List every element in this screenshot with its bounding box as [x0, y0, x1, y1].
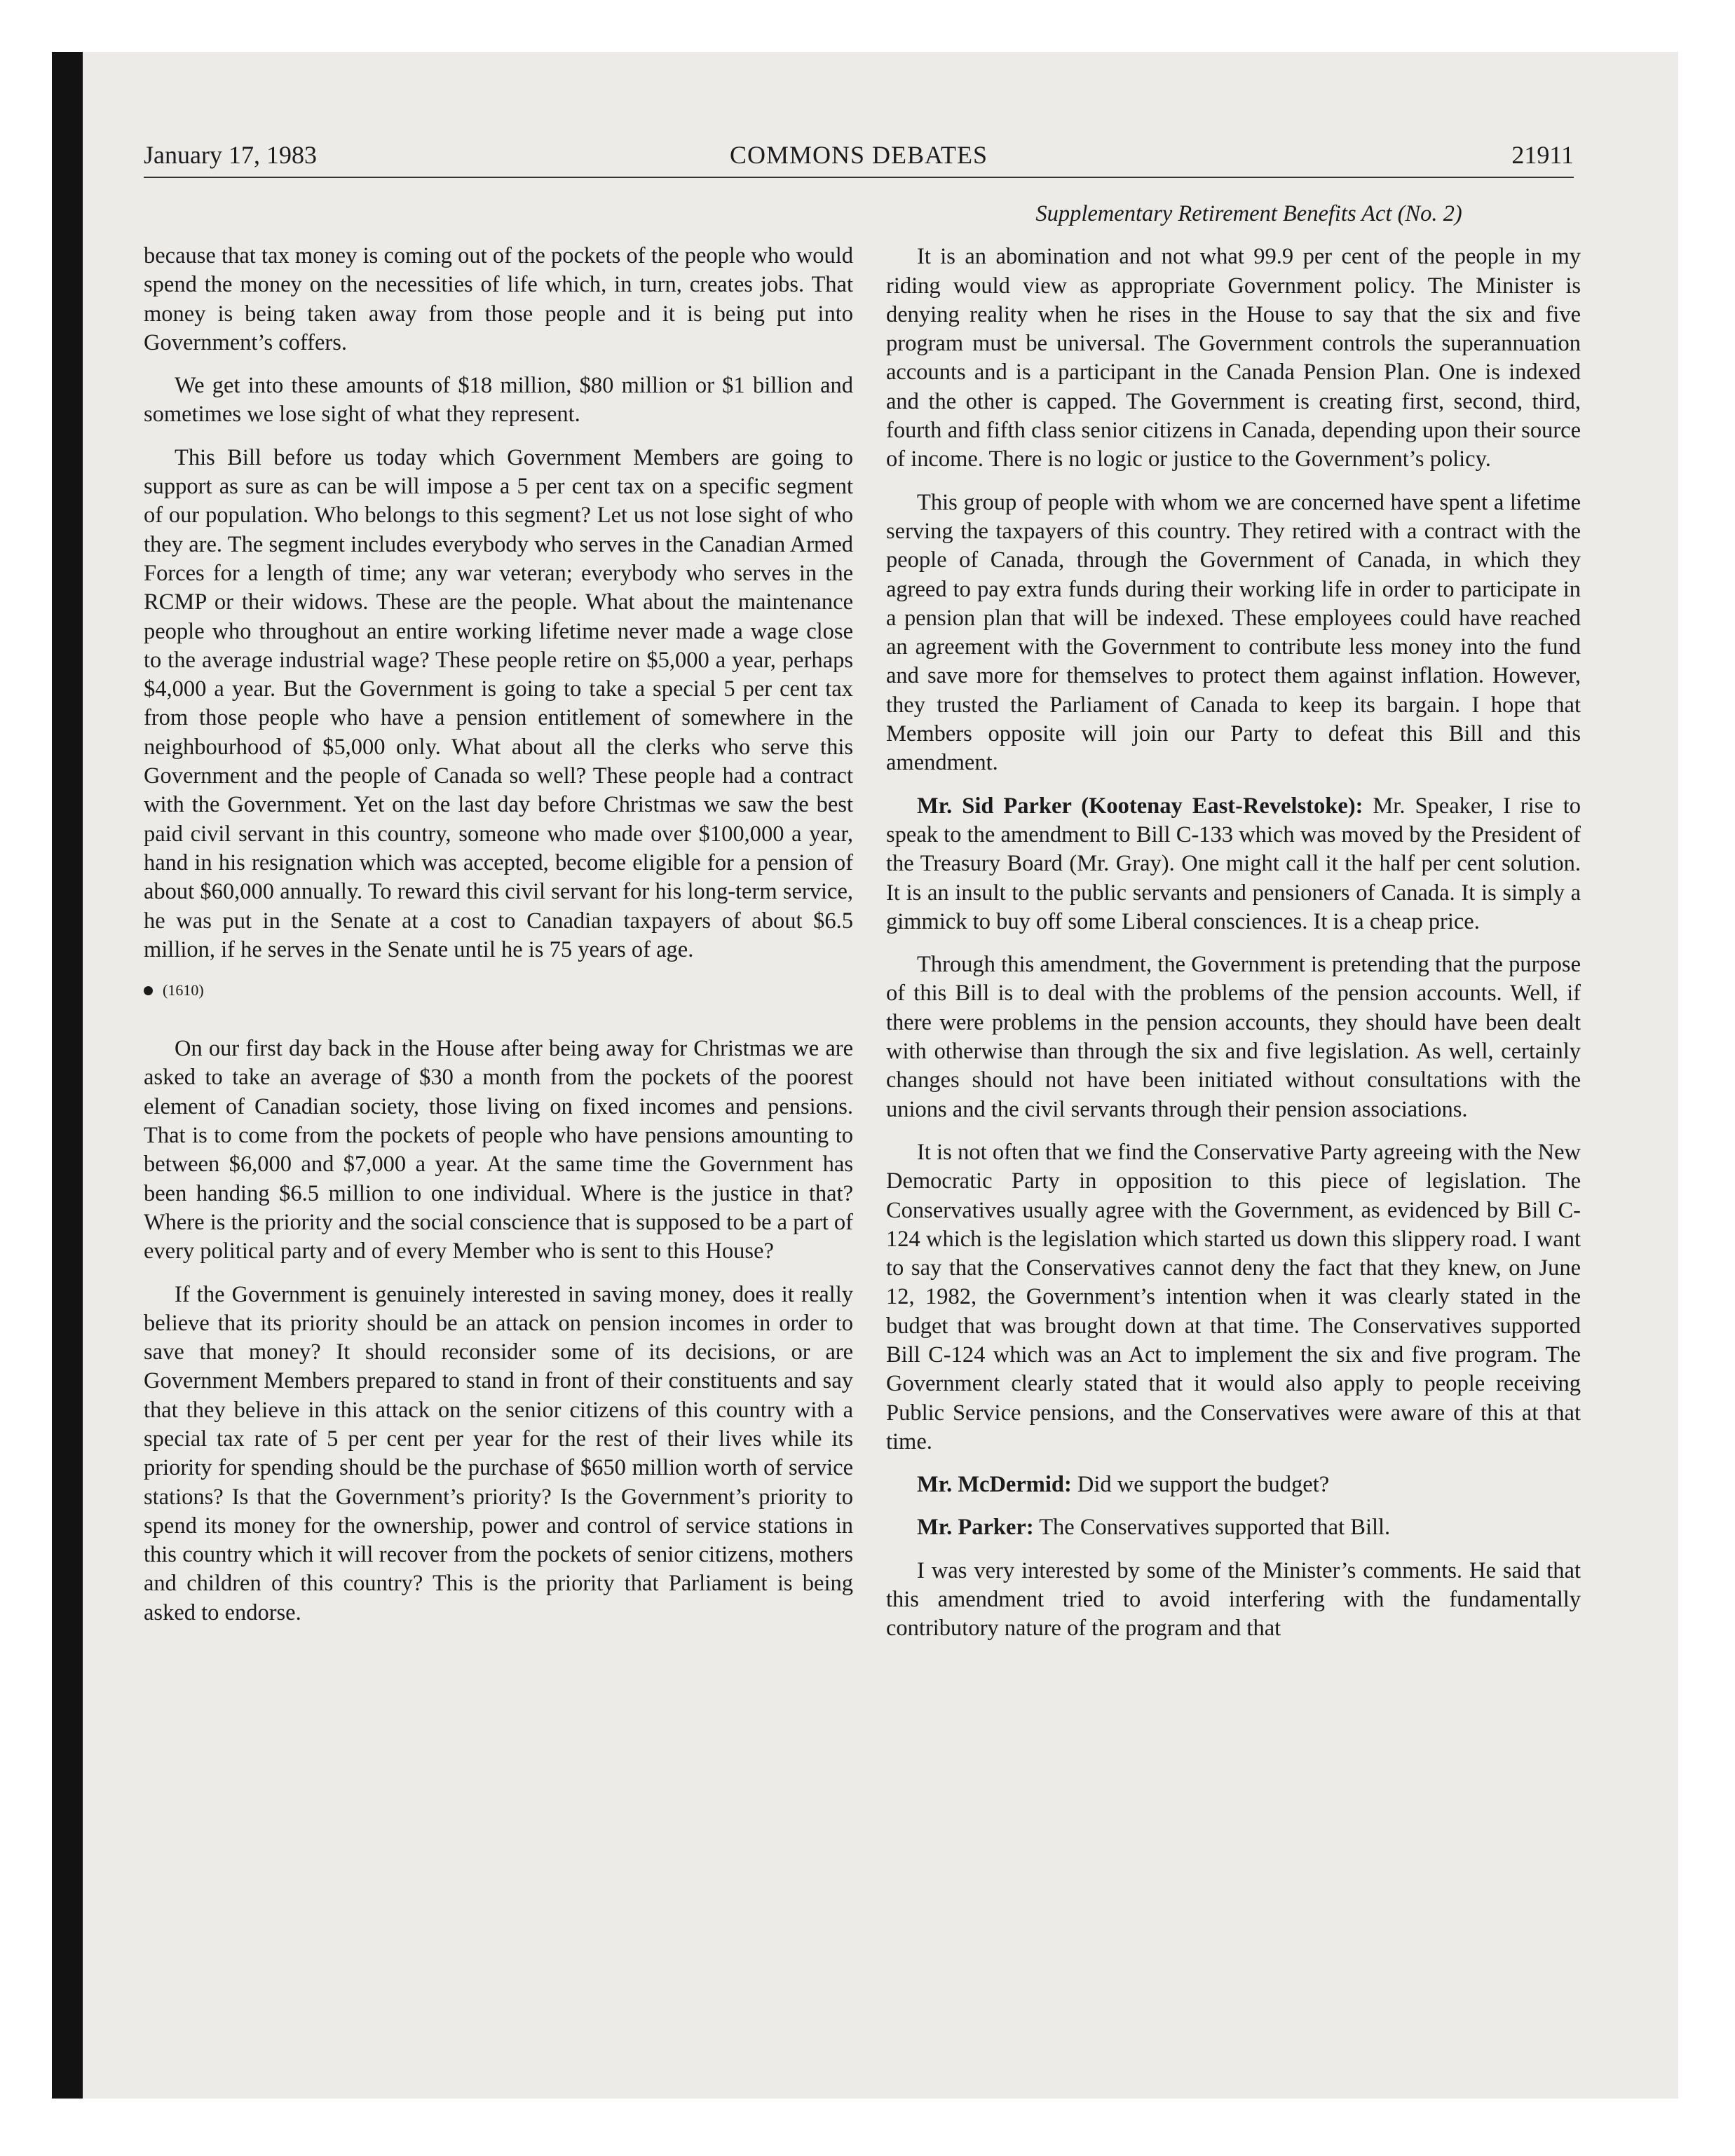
- paragraph: Through this amendment, the Government is pretending that the purpose of this Bill is to deal with the problems of the pension accounts. Well, if there were problems in the pension accounts, they should have been dealt with otherwise than through the six and five legislation. As well, certainly changes should not have been initiated without consultations with the unions and the civil servants through their pension associations.: [886, 952, 1581, 1122]
- speaker-name: Mr. Parker:: [917, 1515, 1034, 1541]
- paragraph: because that tax money is coming out of the pockets of the people who would spend the money on the necessities of life which, in turn, creates jobs. That money is being taken away from those people and it is being put into Government’s coffers.: [144, 243, 853, 355]
- left-column: [144, 242, 853, 1642]
- speech-text: The Conservatives supported that Bill.: [1033, 1515, 1391, 1541]
- paragraph: It is an abomination and not what 99.9 per cent of the people in my riding would view as appropriate Government policy. The Minister is denying reality when he rises in the House to say that the six and five program must be universal. The Government controls the superannuation accounts and is a participant in the Canada Pension Plan. One is indexed and the other is capped. The Government is creating first, second, third, fourth and fifth class senior citizens in Canada, depending upon their source of income. There is no logic or justice to the Government’s policy.: [886, 244, 1581, 472]
- page-header: [144, 140, 1574, 177]
- speech-text: Mr. Speaker, I rise to speak to the amendment to Bill C-133 which was moved by the President of the Treasury Board (Mr. Gray). One might call it the half per cent solution. It is an insult to the public servants and pensioners of Canada. It is simply a gimmick to buy off some Liberal consciences. It is a cheap price.: [886, 793, 1581, 934]
- speech-paragraph: [886, 1513, 1581, 1542]
- header-date: January 17, 1983: [144, 141, 317, 169]
- speech-paragraph: [886, 792, 1581, 936]
- speech-paragraph: [886, 1471, 1581, 1499]
- binding-edge: [52, 52, 83, 2099]
- paragraph: This group of people with whom we are concerned have spent a lifetime serving the taxpayers of this country. They retired with a contract with the people of Canada, through the Government of Canada, in which they agreed to pay extra funds during their working life in order to participate in a pension plan that will be indexed. These employees could have reached an agreement with the Government to contribute less money into the fund and save more for themselves to protect them against inflation. However, they trusted the Parliament of Canada to keep its bargain. I hope that Members opposite will join our Party to defeat this Bill and this amendment.: [886, 489, 1581, 776]
- running-head: Supplementary Retirement Benefits Act (No. 2): [1035, 201, 1462, 226]
- paragraph: On our first day back in the House after being away for Christmas we are asked to take an average of $30 a month from the pockets of the poorest element of Canadian society, those living on fixed incomes and pensions. That is to come from the pockets of people who have pensions amounting to between $6,000 and $7,000 a year. At the same time the Government has been handing $6.5 million to one individual. Where is the justice in that? Where is the priority and the social conscience that is supposed to be a part of every political party and of every Member who is sent to this House?: [144, 1036, 853, 1264]
- speaker-name: Mr. Sid Parker (Kootenay East-Revelstoke):: [917, 793, 1363, 819]
- paragraph: We get into these amounts of $18 million, $80 million or $1 billion and sometimes we lose sight of what they represent.: [144, 373, 853, 428]
- speech-text: Did we support the budget?: [1071, 1472, 1330, 1498]
- time-marker-label: (1610): [163, 981, 204, 999]
- header-title: COMMONS DEBATES: [729, 141, 988, 169]
- paragraph: This Bill before us today which Government Members are going to support as sure as can be will impose a 5 per cent tax on a specific segment of our population. Who belongs to this segment? Let us not lose sight of who they are. The segment includes everybody who serves in the Canadian Armed Forces for a length of time; any war veteran; everybody who serves in the RCMP or their widows. These are the people. What about the maintenance people who throughout an entire working lifetime never made a wage close to the average industrial wage? These people retire on $5,000 a year, perhaps $4,000 a year. But the Government is going to take a special 5 per cent tax from those people who have a pension entitlement of somewhere in the neighbourhood of $5,000 only. What about all the clerks who serve this Government and the people of Canada so well? These people had a contract with the Government. Yet on the last day before Christmas we saw the best paid civil servant in this country, someone who made over $100,000 a year, hand in his resignation which was accepted, become eligible for a pension of about $60,000 annually. To reward this civil servant for his long-term service, he was put in the Senate at a cost to Canadian taxpayers of about $6.5 million, if he serves in the Senate until he is 75 years of age.: [144, 444, 853, 962]
- paragraph: I was very interested by some of the Minister’s comments. He said that this amendment tried to avoid interfering with the fundamentally contributory nature of the program and that: [886, 1557, 1581, 1642]
- bullet-icon: [144, 986, 153, 995]
- header-page-number: 21911: [1511, 141, 1574, 169]
- paragraph: It is not often that we find the Conservative Party agreeing with the New Democratic Party in opposition to this piece of legislation. The Conservatives usually agree with the Government, as evidenced by Bill C-124 which is the legislation which started us down this slippery road. I want to say that the Conservatives cannot deny the fact that they knew, on June 12, 1982, the Government’s intention when it was clearly stated in the budget that was brought down at that time. The Conservatives supported Bill C-124 which was an Act to implement the six and five program. The Government clearly stated that it would also apply to people receiving Public Service pensions, and the Conservatives were aware of this at that time.: [886, 1139, 1581, 1454]
- header-rule: [144, 177, 1574, 178]
- paragraph: If the Government is genuinely interested in saving money, does it really believe that its priority should be an attack on pension incomes in order to save that money? It should reconsider some of its decisions, or are Government Members prepared to stand in front of their constituents and say that they believe in this attack on the senior citizens of this country with a special tax rate of 5 per cent per year for the rest of their lives while its priority for spending should be the purchase of $650 million worth of service stations? Is that the Government’s priority? Is the Government’s priority to spend its money for the ownership, power and control of service stations in this country which it will recover from the pockets of senior citizens, mothers and children of this country? This is the priority that Parliament is being asked to endorse.: [144, 1281, 853, 1625]
- time-marker: [144, 980, 853, 1001]
- right-column: [886, 200, 1581, 1658]
- speaker-name: Mr. McDermid:: [917, 1472, 1072, 1498]
